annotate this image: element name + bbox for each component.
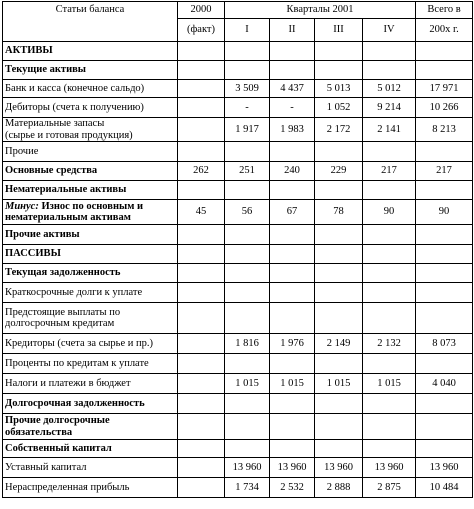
row-label-text: Налоги и платежи в бюджет [5,377,131,389]
cell-value [270,42,315,61]
table-row [3,264,473,283]
row-label [3,334,178,354]
header-quarter-3: III [315,19,363,42]
table-row [3,414,473,440]
table-row [3,142,473,162]
cell-value [315,354,363,374]
cell-value [178,394,225,414]
row-label [3,80,178,98]
cell-value [416,264,473,283]
cell-value [315,303,363,334]
cell-value: 8 213 [416,118,473,142]
cell-value [270,245,315,264]
table-row [3,440,473,458]
cell-value: 17 971 [416,80,473,98]
row-label-text: Материальные запасы [5,118,105,129]
cell-value [270,61,315,80]
row-label [3,264,178,283]
row-label [3,118,178,142]
row-label-text: Дебиторы (счета к получению) [5,101,144,113]
cell-value: 13 960 [270,458,315,478]
row-label-text: Основные средства [5,165,98,177]
table-row [3,478,473,498]
cell-value [416,414,473,440]
cell-value [416,440,473,458]
cell-value [416,142,473,162]
row-label-text: Текущие активы [5,64,86,76]
cell-value [225,283,270,303]
cell-value [315,283,363,303]
cell-value: 217 [416,162,473,181]
header-quarters: Кварталы 2001 [225,2,416,19]
cell-value [178,98,225,118]
cell-value [178,225,225,245]
cell-value [363,61,416,80]
cell-value: 2 149 [315,334,363,354]
cell-value: 3 509 [225,80,270,98]
cell-value [178,142,225,162]
cell-value: 1 052 [315,98,363,118]
cell-value [416,303,473,334]
row-label-text: Банк и касса (конечное сальдо) [5,82,145,94]
row-label [3,245,178,264]
cell-value [225,303,270,334]
cell-value: 10 484 [416,478,473,498]
row-label [3,303,178,334]
cell-value [315,42,363,61]
table-row [3,42,473,61]
cell-value [315,394,363,414]
cell-value: 217 [363,162,416,181]
row-label-italic: Минус: [5,200,39,212]
row-label [3,225,178,245]
cell-value: 1 015 [363,374,416,394]
row-label-text: Долгосрочная задолженность [5,397,145,409]
cell-value [225,181,270,200]
table-row [3,245,473,264]
cell-value: 67 [270,200,315,225]
cell-value [363,181,416,200]
header-quarter-4: IV [363,19,416,42]
row-label [3,181,178,200]
row-label-text: Прочие долгосрочные [5,415,110,427]
cell-value: 251 [225,162,270,181]
row-label [3,42,178,61]
cell-value: 8 073 [416,334,473,354]
row-label [3,142,178,162]
cell-value [178,181,225,200]
row-label-text-2: (сырье и готовая продукция) [5,129,133,141]
cell-value [363,394,416,414]
cell-value [225,245,270,264]
cell-value: 1 983 [270,118,315,142]
cell-value [225,440,270,458]
cell-value [315,264,363,283]
cell-value [178,245,225,264]
row-label [3,440,178,458]
cell-value: 90 [363,200,416,225]
cell-value [363,283,416,303]
table-row [3,162,473,181]
row-label-text: Кредиторы (счета за сырье и пр.) [5,337,153,349]
row-label [3,394,178,414]
cell-value: 9 214 [363,98,416,118]
cell-value: 1 015 [225,374,270,394]
cell-value [178,283,225,303]
cell-value [416,245,473,264]
cell-value [315,181,363,200]
cell-value [178,414,225,440]
cell-value [270,181,315,200]
cell-value [178,303,225,334]
row-label-text-2: долгосрочным кредитам [5,318,115,330]
cell-value [416,283,473,303]
row-label-text: Износ по основным и [38,200,144,212]
cell-value [416,394,473,414]
cell-value [270,303,315,334]
cell-value: 1 015 [315,374,363,394]
table-row [3,80,473,98]
cell-value [416,61,473,80]
cell-value: 262 [178,162,225,181]
table-row [3,283,473,303]
row-label [3,162,178,181]
header-items: Статьи баланса [3,2,178,42]
cell-value [363,440,416,458]
row-label-text: ПАССИВЫ [5,248,61,260]
cell-value: 240 [270,162,315,181]
cell-value [416,42,473,61]
cell-value: 2 141 [363,118,416,142]
cell-value [363,303,416,334]
table-row [3,225,473,245]
cell-value [363,42,416,61]
cell-value [315,245,363,264]
cell-value [178,80,225,98]
header-quarter-1: I [225,19,270,42]
cell-value: 1 917 [225,118,270,142]
cell-value [270,414,315,440]
row-label [3,283,178,303]
cell-value [363,225,416,245]
cell-value [178,478,225,498]
cell-value [270,354,315,374]
cell-value [363,354,416,374]
cell-value [416,181,473,200]
row-label [3,61,178,80]
cell-value [225,225,270,245]
header-total-line2: 200х г. [416,19,473,42]
cell-value [178,334,225,354]
cell-value: 2 132 [363,334,416,354]
cell-value [315,61,363,80]
table-row [3,61,473,80]
cell-value: 13 960 [225,458,270,478]
table-row [3,181,473,200]
cell-value [225,61,270,80]
table-row [3,98,473,118]
cell-value: - [225,98,270,118]
table-row [3,303,473,334]
cell-value [363,142,416,162]
cell-value: 4 040 [416,374,473,394]
row-label-text: Проценты по кредитам к уплате [5,357,149,369]
table-row [3,200,473,225]
cell-value: 2 888 [315,478,363,498]
cell-value [178,61,225,80]
cell-value: 13 960 [363,458,416,478]
header-row-top [3,2,473,19]
row-label-text: Нематериальные активы [5,184,127,196]
cell-value [315,414,363,440]
balance-sheet-table [2,1,473,498]
cell-value [178,440,225,458]
cell-value [270,394,315,414]
cell-value: 1 734 [225,478,270,498]
row-label-text-2: нематериальным активам [5,212,131,224]
cell-value [178,374,225,394]
cell-value [178,458,225,478]
cell-value [178,264,225,283]
table-row [3,354,473,374]
cell-value: 1 015 [270,374,315,394]
cell-value: 5 013 [315,80,363,98]
cell-value [225,414,270,440]
cell-value: 45 [178,200,225,225]
row-label-text: Прочие активы [5,228,80,240]
row-label [3,98,178,118]
cell-value [363,414,416,440]
row-label [3,458,178,478]
cell-value [225,142,270,162]
cell-value: - [270,98,315,118]
table-row [3,374,473,394]
cell-value [225,394,270,414]
cell-value [178,118,225,142]
header-total-line1: Всего в [416,2,473,19]
row-label [3,478,178,498]
row-label-text: Прочие [5,145,39,157]
table-row [3,394,473,414]
row-label-text: Нераспределенная прибыль [5,481,130,493]
row-label [3,354,178,374]
cell-value [178,42,225,61]
cell-value [178,354,225,374]
row-label-text: Краткосрочные долги к уплате [5,286,143,298]
row-label-text: Уставный капитал [5,461,87,473]
header-year: 2000 [178,2,225,19]
cell-value [225,264,270,283]
row-label [3,200,178,225]
cell-value [416,354,473,374]
row-label-text-2: обязательства [5,426,73,438]
row-label-text: Предстоящие выплаты по [5,306,121,318]
row-label-text: Текущая задолженность [5,267,121,279]
row-label [3,374,178,394]
cell-value: 4 437 [270,80,315,98]
row-label-text: Собственный капитал [5,442,112,454]
cell-value: 5 012 [363,80,416,98]
cell-value [225,354,270,374]
cell-value [363,245,416,264]
cell-value: 56 [225,200,270,225]
header-year-sub: (факт) [178,19,225,42]
cell-value: 229 [315,162,363,181]
row-label-text: АКТИВЫ [5,45,53,57]
cell-value: 2 172 [315,118,363,142]
cell-value [416,225,473,245]
cell-value [270,225,315,245]
cell-value [225,42,270,61]
cell-value [270,264,315,283]
table-row [3,458,473,478]
row-label [3,414,178,440]
cell-value: 13 960 [416,458,473,478]
table-row [3,118,473,142]
cell-value [270,283,315,303]
cell-value [315,440,363,458]
cell-value [315,142,363,162]
cell-value [270,440,315,458]
table-row [3,334,473,354]
cell-value [315,225,363,245]
cell-value: 2 875 [363,478,416,498]
cell-value [363,264,416,283]
cell-value: 10 266 [416,98,473,118]
cell-value: 13 960 [315,458,363,478]
cell-value: 78 [315,200,363,225]
cell-value: 1 816 [225,334,270,354]
cell-value: 90 [416,200,473,225]
cell-value: 1 976 [270,334,315,354]
cell-value [270,142,315,162]
header-quarter-2: II [270,19,315,42]
cell-value: 2 532 [270,478,315,498]
